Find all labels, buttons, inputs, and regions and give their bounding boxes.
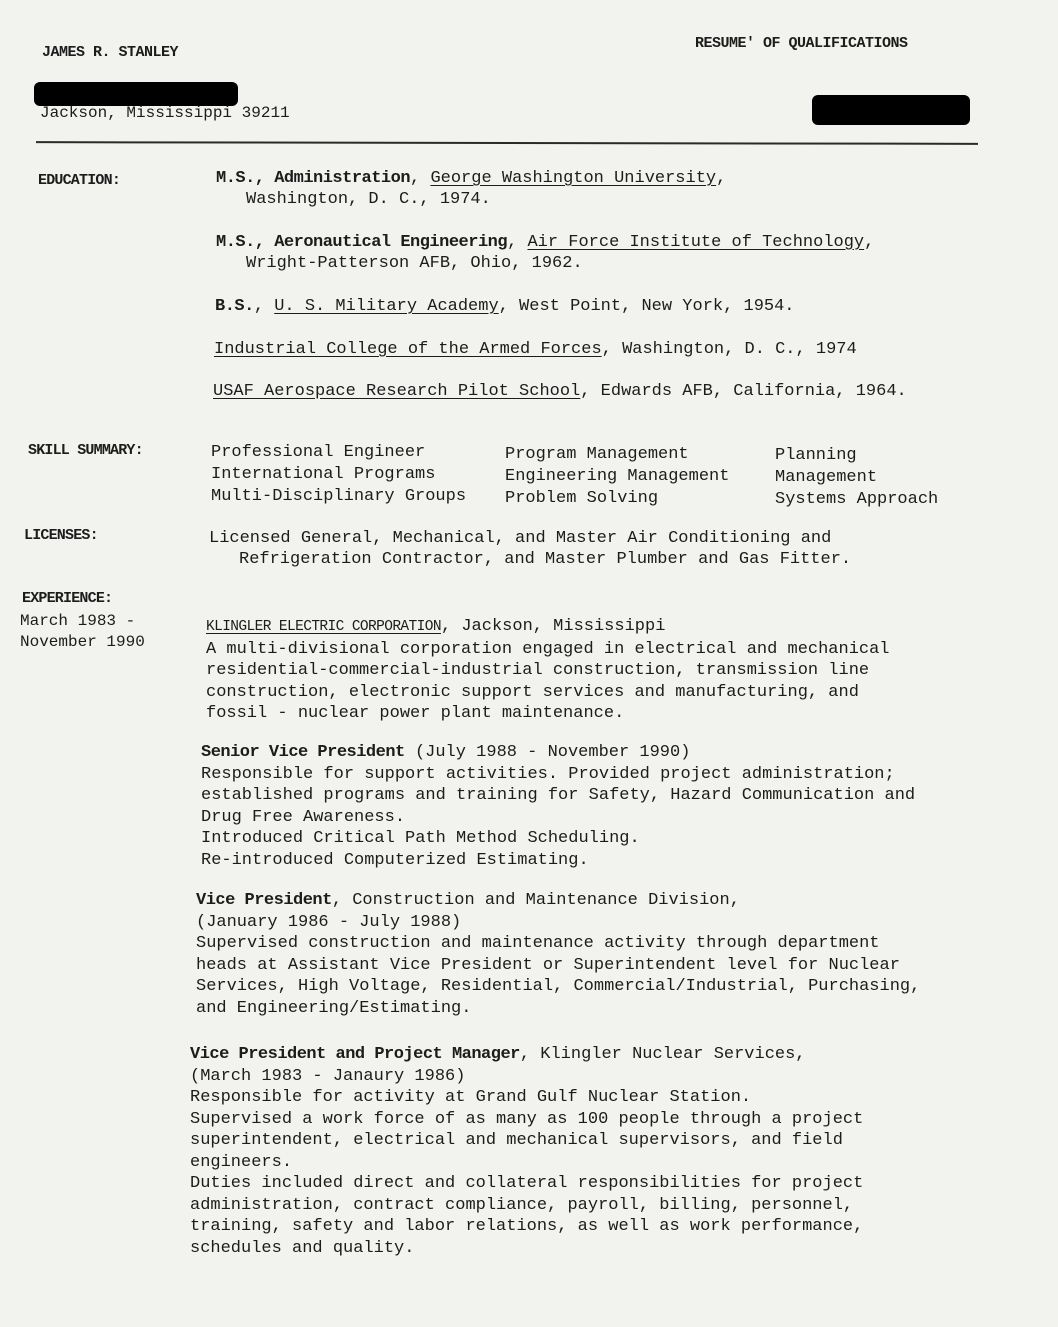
address-city-state: Jackson, Mississippi 39211 — [40, 104, 290, 122]
education-item: USAF Aerospace Research Pilot School, Edwards AFB, California, 1964. — [213, 382, 907, 401]
company-location: , Jackson, Mississippi — [440, 617, 666, 636]
skills-column — [505, 444, 729, 510]
document-title: RESUME' OF QUALIFICATIONS — [695, 35, 908, 52]
degree: M.S., Aeronautical Engineering — [216, 233, 508, 252]
company-description-line: residential-commercial-industrial construction, transmission line — [206, 661, 870, 680]
position-line: Responsible for support activities. Provided project administration; — [201, 764, 895, 784]
school: U. S. Military Academy — [274, 297, 499, 316]
position-line: Re-introduced Computerized Estimating. — [201, 850, 589, 870]
position-line: schedules and quality. — [190, 1238, 415, 1258]
skill-item: Program Management — [505, 445, 689, 464]
position-line: administration, contract compliance, payroll, billing, personnel, — [190, 1195, 854, 1215]
position-line: (January 1986 - July 1988) — [196, 912, 462, 932]
school: Industrial College of the Armed Forces — [214, 340, 602, 359]
position-title: Vice President — [196, 891, 332, 910]
position-line: Services, High Voltage, Residential, Commercial/Industrial, Purchasing, — [196, 977, 921, 996]
company-description-line: A multi-divisional corporation engaged in electrical and mechanical — [206, 639, 890, 659]
redacted-street-address — [34, 82, 238, 106]
skill-item: Planning — [775, 446, 857, 465]
position-line: heads at Assistant Vice President or Superintendent level for Nuclear — [196, 955, 900, 975]
education-item: M.S., Administration, George Washington University, Washington, D. C., 1974. — [216, 169, 727, 209]
experience-date-end: November 1990 — [20, 633, 145, 651]
degree: B.S. — [215, 297, 254, 316]
skill-item: Professional Engineer — [211, 443, 426, 462]
position-line: and Engineering/Estimating. — [196, 998, 472, 1018]
skills-heading: SKILL SUMMARY: — [28, 442, 143, 459]
position-line: Supervised a work force of as many as 100 people through a project — [190, 1109, 864, 1129]
position-line: engineers. — [190, 1152, 293, 1172]
position-line: established programs and training for Safety, Hazard Communication and — [201, 786, 916, 805]
experience-heading: EXPERIENCE: — [22, 590, 113, 607]
company-name: KLINGLER ELECTRIC CORPORATION — [206, 619, 441, 635]
position-title: Vice President and Project Manager — [190, 1045, 520, 1064]
school: USAF Aerospace Research Pilot School — [213, 382, 581, 401]
position-line: Supervised construction and maintenance activity through department — [196, 934, 880, 953]
skills-column — [211, 442, 466, 508]
position-line: Responsible for activity at Grand Gulf Nuclear Station. — [190, 1088, 752, 1107]
position-block: Vice President, Construction and Maintenance Division, (January 1986 - July 1988) Supervised construction and maintenance activity through department heads at Assistant Vice President or Superintendent level for Nuclear Services, High Voltage, Residential, Commercial/Industrial, Purchasing, and Engineering/Estimating. — [196, 891, 921, 1018]
position-title: Senior Vice President — [201, 743, 405, 762]
licenses-text: Licensed General, Mechanical, and Master Air Conditioning and Refrigeration Contractor, and Master Plumber and Gas Fitter. — [209, 529, 852, 569]
education-item: B.S., U. S. Military Academy, West Point, New York, 1954. — [215, 297, 795, 316]
position-line: (March 1983 - Janaury 1986) — [190, 1066, 466, 1086]
company-block — [206, 616, 890, 725]
skill-item: Engineering Management — [505, 467, 730, 486]
education-heading: EDUCATION: — [38, 172, 121, 189]
school: Air Force Institute of Technology — [527, 233, 865, 252]
position-line: training, safety and labor relations, as well as work performance, — [190, 1217, 864, 1236]
position-line: Drug Free Awareness. — [201, 807, 406, 827]
school: George Washington University — [430, 169, 717, 188]
company-description-line: construction, electronic support services and manufacturing, and — [206, 682, 859, 702]
skill-item: Systems Approach — [775, 490, 939, 509]
position-line: Duties included direct and collateral responsibilities for project — [190, 1174, 864, 1193]
skills-column — [775, 445, 938, 511]
header-divider — [36, 141, 978, 145]
skill-item: Problem Solving — [505, 489, 659, 508]
licenses-heading: LICENSES: — [24, 527, 98, 544]
experience-date-start: March 1983 - — [20, 612, 136, 630]
position-line: Introduced Critical Path Method Scheduling. — [201, 829, 640, 848]
company-description-line: fossil - nuclear power plant maintenance. — [206, 704, 625, 723]
education-item: M.S., Aeronautical Engineering, Air Force Institute of Technology, Wright-Patterson AFB, Ohio, 1962. — [216, 233, 875, 273]
skill-item: Multi-Disciplinary Groups — [211, 487, 467, 506]
candidate-name: JAMES R. STANLEY — [42, 44, 179, 61]
education-detail: Wright-Patterson AFB, Ohio, 1962. — [246, 254, 583, 273]
position-block: Vice President and Project Manager, Klingler Nuclear Services, (March 1983 - Janaury 1986) Responsible for activity at Grand Gulf Nuclear Station. Supervised a work force of as many as 100 people through a project superintendent, electrical and mechanical supervisors, and field engineers. Duties included direct and collateral responsibilities for project administration, contract compliance, payroll, billing, personnel, training, safety and labor relations, as well as work performance, schedules and quality. — [190, 1045, 864, 1258]
redacted-phone-number — [812, 95, 970, 125]
education-detail: Washington, D. C., 1974. — [246, 190, 491, 209]
position-block: Senior Vice President (July 1988 - November 1990) Responsible for support activities. Provided project administration; established programs and training for Safety, Hazard Communication and Drug Free Awareness. Introduced Critical Path Method Scheduling. Re-introduced Computerized Estimating. — [201, 743, 916, 870]
skill-item: International Programs — [211, 465, 436, 484]
education-item: Industrial College of the Armed Forces, Washington, D. C., 1974 — [214, 340, 857, 359]
position-line: superintendent, electrical and mechanical supervisors, and field — [190, 1131, 843, 1150]
skill-item: Management — [775, 468, 878, 487]
degree: M.S., Administration — [216, 169, 411, 188]
